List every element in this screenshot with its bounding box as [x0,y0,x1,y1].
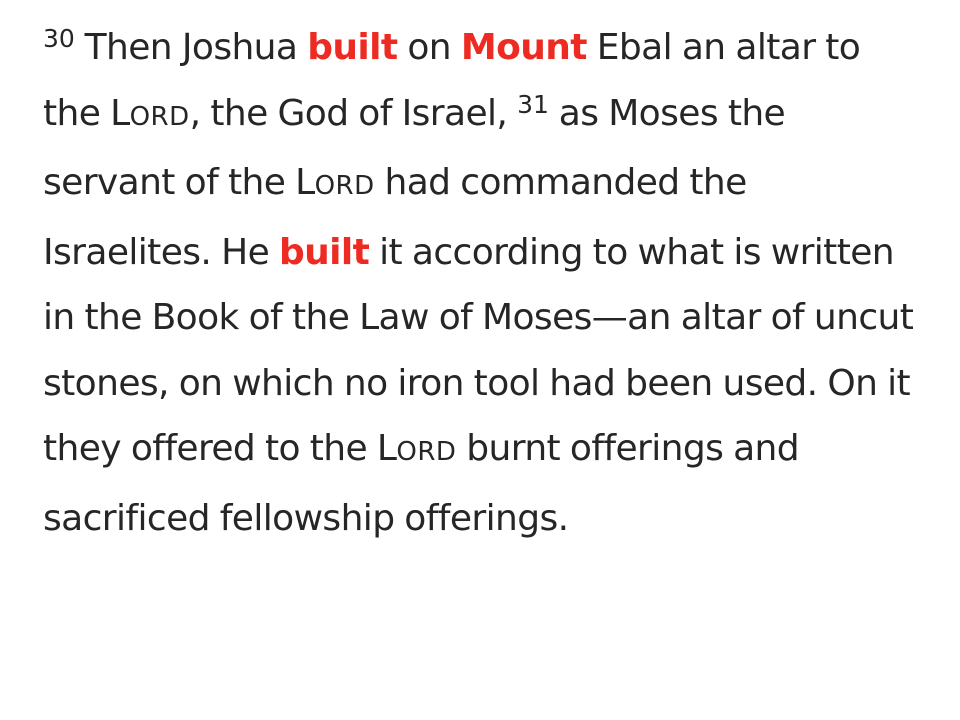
verse-number-30: 30 [43,24,75,53]
text-segment: burnt offerings and sacrificed fellowship offerings. [43,428,800,539]
highlight-built: built [307,27,398,68]
text-segment: had commanded the Israelites. He [43,162,747,273]
lord-initial: L [110,92,130,134]
lord-small-caps [295,162,375,203]
text-segment: Then Joshua [74,27,308,68]
highlight-mount: Mount [460,27,587,68]
lord-small-caps [110,93,190,134]
highlight-built: built [278,231,370,273]
lord-rest: ORD [396,437,457,467]
lord-small-caps [377,428,457,469]
text-segment: as Moses the servant of the [43,92,786,203]
lord-rest: ORD [314,171,375,201]
text-segment: it according to what is written in the Book of the Law of Moses—an altar of uncut stones, on which no iron tool had been used. On it they offered to the [43,231,914,469]
lord-rest: ORD [129,101,190,132]
text-segment: on [397,27,461,68]
verse-number-31: 31 [517,89,549,119]
text-segment: , the God of Israel, [189,92,518,134]
lord-initial: L [376,428,397,469]
text-segment: Ebal an altar to the [43,27,861,134]
scripture-passage [43,15,923,551]
lord-initial: L [295,162,315,203]
